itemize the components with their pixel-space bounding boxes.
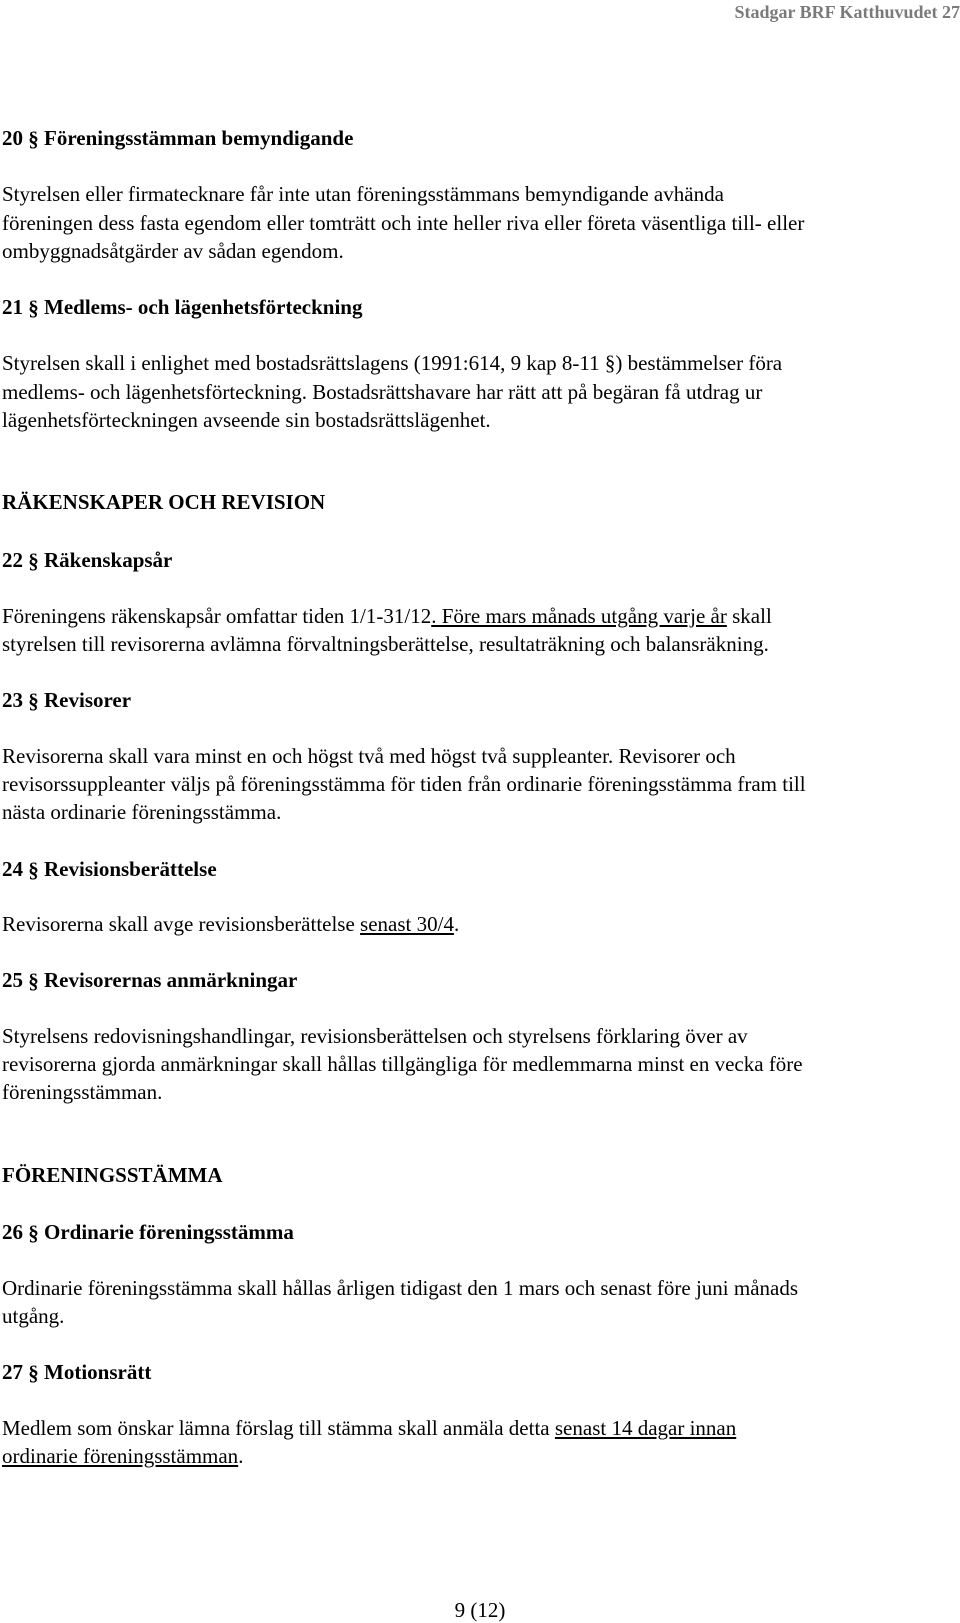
paragraph-line: utgång. (2, 1304, 65, 1328)
paragraph-line (2, 910, 459, 938)
running-header: Stadgar BRF Katthuvudet 27 (734, 2, 960, 22)
section-title: Ordinarie föreningsstämma (44, 1220, 294, 1244)
paragraph-line: revisorerna gjorda anmärkningar skall hållas tillgängliga för medlemmarna minst en vecka före (2, 1052, 803, 1076)
section-title: Revisorer (44, 688, 132, 712)
paragraph-line: Revisorerna skall vara minst en och högst två med högst två suppleanter. Revisorer och (2, 744, 736, 768)
section-symbol: § (28, 1221, 39, 1245)
page-number: 9 (12) (454, 1598, 506, 1622)
section-number: 20 (2, 126, 23, 150)
section-symbol: § (28, 296, 39, 320)
section-27-heading (2, 1358, 151, 1386)
section-symbol: § (28, 127, 39, 151)
underlined-text: ordinarie föreningsstämman (2, 1444, 239, 1468)
text-run: Revisorerna skall avge revisionsberättelse (2, 912, 361, 936)
section-20-heading (2, 124, 353, 152)
paragraph-line: Ordinarie föreningsstämma skall hållas årligen tidigast den 1 mars och senast före juni månads (2, 1276, 799, 1300)
paragraph-line: medlems- och lägenhetsförteckning. Bostadsrättshavare har rätt att på begäran få utdrag ur (2, 380, 763, 404)
section-22-heading (2, 546, 172, 574)
section-23-heading (2, 686, 131, 714)
underlined-text: senast 14 dagar innan (554, 1416, 737, 1440)
paragraph-line (2, 1414, 736, 1442)
paragraph-line: föreningsstämman. (2, 1080, 163, 1104)
section-symbol: § (28, 549, 39, 573)
paragraph-line: Styrelsens redovisningshandlingar, revisionsberättelsen och styrelsens förklaring över av (2, 1024, 748, 1048)
section-26-heading (2, 1218, 294, 1246)
section-number: 22 (2, 548, 23, 572)
text-run: . (453, 912, 460, 936)
section-title: Föreningsstämman bemyndigande (44, 126, 354, 150)
section-number: 27 (2, 1360, 23, 1384)
paragraph-line: nästa ordinarie föreningsstämma. (2, 800, 282, 824)
section-symbol: § (28, 858, 39, 882)
section-symbol: § (28, 689, 39, 713)
text-run: Medlem som önskar lämna förslag till stämma skall anmäla detta (2, 1416, 555, 1440)
paragraph-line: föreningen dess fasta egendom eller tomträtt och inte heller riva eller företa väsentliga till- eller (2, 211, 805, 235)
paragraph-line: revisorssuppleanter väljs på föreningsstämma för tiden från ordinarie föreningsstämma fram till (2, 772, 806, 796)
text-run: skall (726, 604, 772, 628)
section-25-heading (2, 966, 297, 994)
section-24-heading (2, 855, 217, 883)
paragraph-line: Styrelsen skall i enlighet med bostadsrättslagens (1991:614, 9 kap 8-11 §) bestämmelser föra (2, 351, 783, 375)
chapter-heading-foreningsstamma: FÖRENINGSSTÄMMA (2, 1163, 223, 1187)
section-number: 26 (2, 1220, 23, 1244)
text-run: Föreningens räkenskapsår omfattar tiden 1/1-31/12 (2, 604, 432, 628)
underlined-text: . Före mars månads utgång varje år (431, 604, 727, 628)
section-title: Motionsrätt (44, 1360, 152, 1384)
text-run: . (238, 1444, 244, 1468)
paragraph-line (2, 1442, 243, 1470)
paragraph-line: Styrelsen eller firmatecknare får inte utan föreningsstämmans bemyndigande avhända (2, 182, 724, 206)
section-number: 23 (2, 688, 23, 712)
underlined-text: senast 30/4 (360, 912, 454, 936)
paragraph-line: styrelsen till revisorerna avlämna förvaltningsberättelse, resultaträkning och balansräkning. (2, 632, 769, 656)
section-21-heading (2, 293, 362, 321)
section-symbol: § (28, 1361, 39, 1385)
section-title: Räkenskapsår (44, 548, 173, 572)
section-title: Medlems- och lägenhetsförteckning (44, 295, 363, 319)
chapter-heading-rakenskaper: RÄKENSKAPER OCH REVISION (2, 490, 326, 514)
paragraph-line (2, 602, 772, 630)
paragraph-line: ombyggnadsåtgärder av sådan egendom. (2, 239, 344, 263)
section-symbol: § (28, 969, 39, 993)
paragraph-line: lägenhetsförteckningen avseende sin bostadsrättslägenhet. (2, 408, 491, 432)
section-title: Revisorernas anmärkningar (44, 968, 298, 992)
section-number: 25 (2, 968, 23, 992)
section-title: Revisionsberättelse (44, 857, 217, 881)
section-number: 24 (2, 857, 23, 881)
section-number: 21 (2, 295, 23, 319)
